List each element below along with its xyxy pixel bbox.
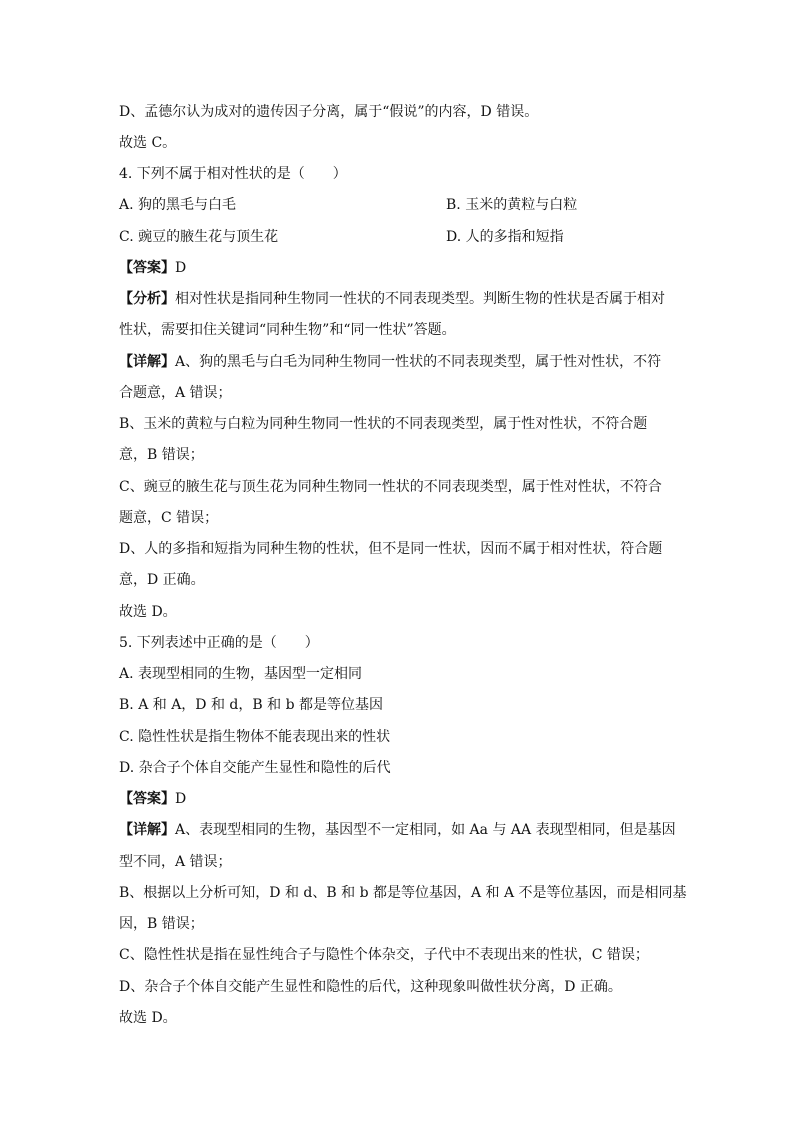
q4-option-d: D. 人的多指和短指	[446, 229, 564, 245]
q4-detail-d-line-1: D、人的多指和短指为同种生物的性状，但不是同一性状，因而不属于相对性状，符合题	[119, 541, 663, 557]
q4-option-a: A. 狗的黑毛与白毛	[119, 197, 237, 213]
detail-text: A、狗的黑毛与白毛为同种生物同一性状的不同表现类型，属于性对性状，不符	[175, 354, 662, 370]
answer-tag: 【答案】	[119, 260, 175, 276]
q4-stem: 4. 下列不属于相对性状的是（ ）	[119, 166, 347, 182]
q5-answer	[119, 789, 679, 809]
q4-detail-c-line-1: C、豌豆的腋生花与顶生花为同种生物同一性状的不同表现类型，属于性对性状，不符合	[119, 479, 662, 495]
q5-option-d: D. 杂合子个体自交能产生显性和隐性的后代	[119, 760, 391, 776]
q5-detail-a-line-2: 型不同，A 错误；	[119, 854, 232, 870]
q5-option-a: A. 表现型相同的生物，基因型一定相同	[119, 666, 363, 682]
answer-tag: 【答案】	[119, 791, 175, 807]
analysis-text: 相对性状是指同种生物同一性状的不同表现类型。判断生物的性状是否属于相对	[175, 291, 665, 307]
q4-detail-a-line-1	[119, 352, 679, 372]
q4-detail-b-line-2: 意，B 错误；	[119, 447, 204, 463]
detail-tag: 【详解】	[119, 354, 175, 370]
detail-tag: 【详解】	[119, 822, 175, 838]
answer-value: D	[175, 791, 187, 807]
q5-stem: 5. 下列表述中正确的是（ ）	[119, 635, 319, 651]
q4-detail-b-line-1: B、玉米的黄粒与白粒为同种生物同一性状的不同表现类型，属于性对性状，不符合题	[119, 416, 648, 432]
q4-analysis-line-2: 性状，需要扣住关键词“同种生物”和“同一性状”答题。	[119, 322, 456, 338]
q4-analysis-line-1	[119, 289, 679, 309]
q3-option-d-explanation: D、孟德尔认为成对的遗传因子分离，属于“假说”的内容，D 错误。	[119, 104, 539, 120]
q4-conclusion: 故选 D。	[119, 604, 177, 620]
q4-answer	[119, 258, 679, 278]
q5-detail-b-line-1: B、根据以上分析可知，D 和 d、B 和 b 都是等位基因，A 和 A 不是等位基因，而是相同基	[119, 885, 687, 901]
detail-text: A、表现型相同的生物，基因型不一定相同，如 Aa 与 AA 表现型相同，但是基因	[175, 822, 676, 838]
q5-conclusion: 故选 D。	[119, 1010, 177, 1026]
q5-detail-b-line-2: 因，B 错误；	[119, 916, 204, 932]
q4-option-b: B. 玉米的黄粒与白粒	[446, 197, 578, 213]
answer-value: D	[175, 260, 187, 276]
q5-option-b: B. A 和 A，D 和 d，B 和 b 都是等位基因	[119, 697, 383, 713]
q5-option-c: C. 隐性性状是指生物体不能表现出来的性状	[119, 729, 391, 745]
q5-detail-a-line-1	[119, 820, 679, 840]
q4-detail-a-line-2: 合题意，A 错误；	[119, 385, 232, 401]
analysis-tag: 【分析】	[119, 291, 175, 307]
q3-conclusion: 故选 C。	[119, 135, 177, 151]
q4-option-c: C. 豌豆的腋生花与顶生花	[119, 229, 279, 245]
q5-detail-d-line-1: D、杂合子个体自交能产生显性和隐性的后代，这种现象叫做性状分离，D 正确。	[119, 979, 622, 995]
q4-detail-d-line-2: 意，D 正确。	[119, 572, 205, 588]
q5-detail-c-line-1: C、隐性性状是指在显性纯合子与隐性个体杂交，子代中不表现出来的性状，C 错误；	[119, 947, 649, 963]
q4-detail-c-line-2: 题意，C 错误；	[119, 510, 219, 526]
